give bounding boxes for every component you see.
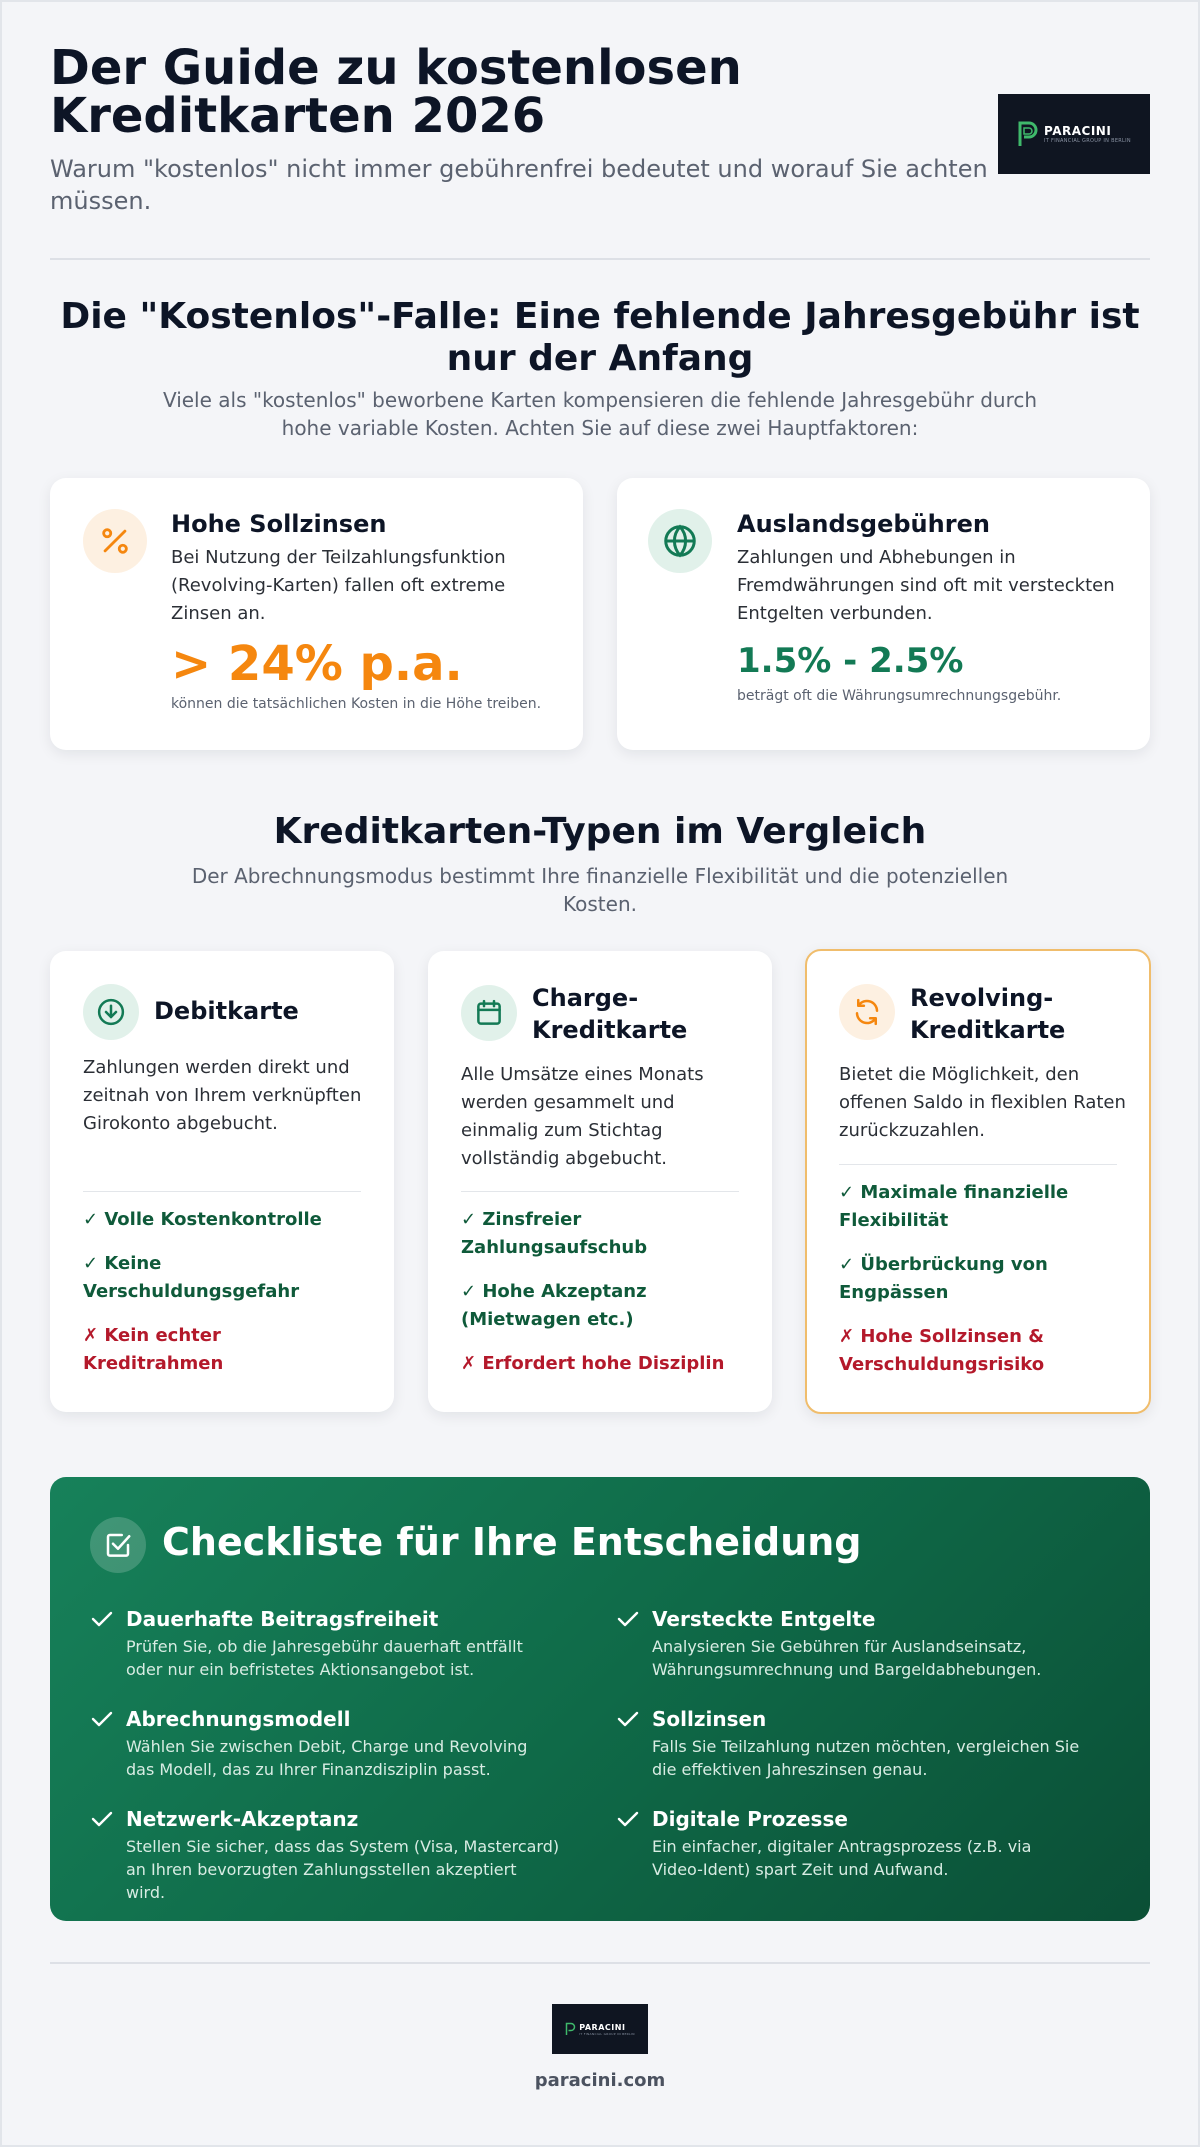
globe-icon [648,509,712,573]
card-body: Bei Nutzung der Teilzahlungsfunktion (Revolving-Karten) fallen oft extreme Zinsen an. [171,547,506,624]
type-card-revolving [805,949,1151,1414]
logo-p-icon [565,2022,576,2036]
card-divider [461,1191,739,1192]
card-divider [839,1164,1117,1165]
trap-section-title: Die "Kostenlos"-Falle: Eine fehlende Jahresgebühr ist nur der Anfang [60,296,1140,379]
card-title: Debitkarte [154,997,299,1025]
con-item: ✗ Erfordert hohe Disziplin [461,1353,725,1374]
pro-item: ✓ Maximale finanzielle Flexibilität [839,1182,1069,1231]
card-body: Bietet die Möglichkeit, den offenen Saldo in flexiblen Raten zurückzuzahlen. [839,1064,1126,1141]
card-title: Auslandsgebühren [737,510,990,538]
checklist-item-title: Digitale Prozesse [652,1807,848,1831]
checklist-item-desc: Analysieren Sie Gebühren für Auslandseinsatz, Währungsumrechnung und Bargeldabhebungen. [652,1637,1042,1679]
logo-p-icon [1017,120,1039,148]
calendar-icon [461,985,517,1041]
checklist-item [616,1605,1086,1681]
check-icon [616,1707,640,1731]
checklist-item-title: Netzwerk-Akzeptanz [126,1807,359,1831]
checklist-item-title: Versteckte Entgelte [652,1607,876,1631]
check-icon [90,1807,114,1831]
types-section-title: Kreditkarten-Typen im Vergleich [273,811,927,852]
checklist-item-desc: Ein einfacher, digitaler Antragsprozess (z.B. via Video-Ident) spart Zeit und Aufwand. [652,1837,1032,1879]
trap-section-subtitle: Viele als "kostenlos" beworbene Karten kompensieren die fehlende Jahresgebühr durch hohe variable Kosten. Achten Sie auf diese zwei Hauptfaktoren: [162,388,1038,440]
pro-item: ✓ Überbrückung von Engpässen [839,1254,1048,1303]
stat-note: beträgt oft die Währungsumrechnungsgebühr. [737,688,1062,704]
pro-item: ✓ Volle Kostenkontrolle [83,1209,322,1230]
card-title: Charge-Kreditkarte [532,984,688,1044]
type-card-charge [428,951,772,1412]
trap-card-foreign-fees [617,478,1150,750]
pro-item: ✓ Zinsfreier Zahlungsaufschub [461,1209,648,1258]
checklist-item-desc: Falls Sie Teilzahlung nutzen möchten, vergleichen Sie die effektiven Jahreszinsen genau. [652,1737,1080,1779]
fee-stat: 1.5% - 2.5% [737,641,964,681]
check-icon [616,1607,640,1631]
footer-logo[interactable] [552,2004,648,2054]
logo-name: PARACINI [579,2022,626,2032]
checklist-title: Checkliste für Ihre Entscheidung [162,1520,862,1564]
types-section-subtitle: Der Abrechnungsmodus bestimmt Ihre finanzielle Flexibilität und die potenziellen Kosten. [191,864,1009,916]
con-item: ✗ Hohe Sollzinsen & Verschuldungsrisiko [839,1326,1045,1375]
checklist-item [90,1605,560,1681]
type-card-debit [50,951,394,1412]
footer-divider [50,1962,1150,1964]
card-body: Zahlungen werden direkt und zeitnah von Ihrem verknüpften Girokonto abgebucht. [83,1057,362,1134]
logo-name: PARACINI [1044,124,1112,138]
card-title: Hohe Sollzinsen [171,510,387,538]
page-title: Der Guide zu kostenlosen Kreditkarten 2026 [50,40,742,144]
pro-item: ✓ Keine Verschuldungsgefahr [83,1253,300,1302]
card-body: Zahlungen und Abhebungen in Fremdwährungen sind oft mit versteckten Entgelten verbunden. [737,547,1115,624]
section-divider [50,258,1150,260]
checklist-item [90,1805,560,1904]
interest-stat: > 24% p.a. [171,636,463,692]
check-icon [616,1807,640,1831]
card-title: Revolving-Kreditkarte [910,984,1066,1044]
percent-icon [83,509,147,573]
checklist-item-desc: Stellen Sie sicher, dass das System (Visa, Mastercard) an Ihren bevorzugten Zahlungsstellen akzeptiert wird. [126,1837,560,1902]
refresh-icon [839,984,895,1040]
pro-item: ✓ Hohe Akzeptanz (Mietwagen etc.) [461,1281,647,1330]
checklist-item-title: Abrechnungsmodell [126,1707,351,1731]
footer-website-link[interactable]: paracini.com [534,2070,666,2091]
card-body: Alle Umsätze eines Monats werden gesammelt und einmalig zum Stichtag vollständig abgebucht. [461,1064,704,1169]
check-icon [90,1607,114,1631]
con-item: ✗ Kein echter Kreditrahmen [83,1325,224,1374]
trap-card-interest [50,478,583,750]
checklist-item-title: Dauerhafte Beitragsfreiheit [126,1607,439,1631]
checklist-item [616,1705,1086,1781]
brand-logo[interactable] [998,94,1150,174]
page-subtitle: Warum "kostenlos" nicht immer gebührenfrei bedeutet und worauf Sie achten müssen. [50,155,988,215]
stat-note: können die tatsächlichen Kosten in die Höhe treiben. [171,696,542,712]
card-divider [83,1191,361,1192]
checklist-item-title: Sollzinsen [652,1707,767,1731]
checkbox-icon [90,1517,146,1573]
check-icon [90,1707,114,1731]
checklist-item [616,1805,1086,1881]
logo-tagline: IT FINANCIAL GROUP IN BERLIN [1044,138,1131,144]
checklist-item [90,1705,560,1781]
logo-tagline: IT FINANCIAL GROUP IN BERLIN [579,2031,635,2036]
checklist-item-desc: Prüfen Sie, ob die Jahresgebühr dauerhaft entfällt oder nur ein befristetes Aktionsangebot ist. [126,1637,523,1679]
arrow-down-circle-icon [83,984,139,1040]
checklist-item-desc: Wählen Sie zwischen Debit, Charge und Revolving das Modell, das zu Ihrer Finanzdisziplin passt. [126,1737,528,1779]
